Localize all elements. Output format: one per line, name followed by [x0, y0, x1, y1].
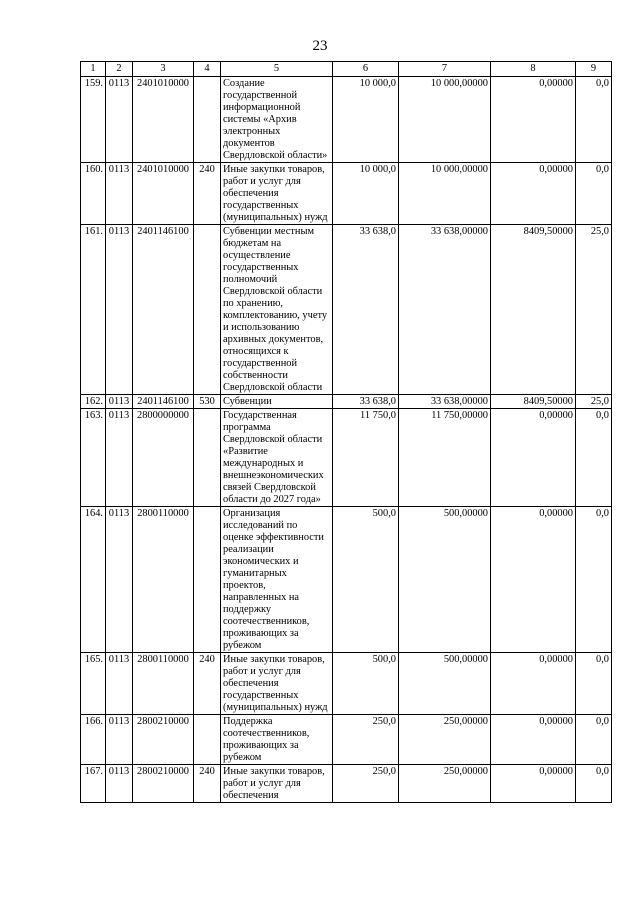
budget-table	[80, 61, 612, 803]
section-code-cell: 0113	[106, 507, 133, 653]
table-row	[81, 765, 612, 803]
planned-amount-cell: 250,0	[333, 765, 399, 803]
table-row	[81, 225, 612, 395]
item-name-cell: Субвенции	[221, 395, 333, 409]
section-code-cell: 0113	[106, 395, 133, 409]
planned-amount-cell: 33 638,0	[333, 395, 399, 409]
expense-type-code-cell: 240	[194, 653, 221, 715]
table-row	[81, 77, 612, 163]
row-number-cell: 167.	[81, 765, 106, 803]
execution-percent-cell: 0,0	[576, 409, 612, 507]
execution-percent-cell: 0,0	[576, 77, 612, 163]
section-code-cell: 0113	[106, 409, 133, 507]
refined-amount-cell: 11 750,00000	[399, 409, 491, 507]
expense-type-code-cell: 240	[194, 765, 221, 803]
execution-percent-cell: 25,0	[576, 395, 612, 409]
execution-percent-cell: 25,0	[576, 225, 612, 395]
target-article-code-cell: 2401010000	[133, 77, 194, 163]
table-row	[81, 653, 612, 715]
planned-amount-cell: 11 750,0	[333, 409, 399, 507]
target-article-code-cell: 2800110000	[133, 653, 194, 715]
expense-type-code-cell: 530	[194, 395, 221, 409]
table-body	[81, 77, 612, 803]
refined-amount-cell: 33 638,00000	[399, 395, 491, 409]
executed-amount-cell: 8409,50000	[491, 225, 576, 395]
row-number-cell: 166.	[81, 715, 106, 765]
executed-amount-cell: 0,00000	[491, 507, 576, 653]
executed-amount-cell: 0,00000	[491, 77, 576, 163]
refined-amount-cell: 10 000,00000	[399, 77, 491, 163]
row-number-cell: 165.	[81, 653, 106, 715]
executed-amount-cell: 0,00000	[491, 409, 576, 507]
executed-amount-cell: 0,00000	[491, 765, 576, 803]
expense-type-code-cell: 240	[194, 163, 221, 225]
planned-amount-cell: 10 000,0	[333, 163, 399, 225]
target-article-code-cell: 2800000000	[133, 409, 194, 507]
column-header: 6	[333, 62, 399, 77]
item-name-cell: Создание государственной информационной системы «Архив электронных документов Свердловской области»	[221, 77, 333, 163]
refined-amount-cell: 500,00000	[399, 507, 491, 653]
row-number-cell: 162.	[81, 395, 106, 409]
executed-amount-cell: 0,00000	[491, 653, 576, 715]
table-row	[81, 507, 612, 653]
column-header: 7	[399, 62, 491, 77]
expense-type-code-cell	[194, 225, 221, 395]
item-name-cell: Иные закупки товаров, работ и услуг для обеспечения	[221, 765, 333, 803]
refined-amount-cell: 500,00000	[399, 653, 491, 715]
page-number: 23	[312, 38, 328, 54]
refined-amount-cell: 33 638,00000	[399, 225, 491, 395]
executed-amount-cell: 0,00000	[491, 163, 576, 225]
table-row	[81, 163, 612, 225]
executed-amount-cell: 0,00000	[491, 715, 576, 765]
table-row	[81, 715, 612, 765]
item-name-cell: Организация исследований по оценке эффективности реализации экономических и гуманитарных проектов, направленных на поддержку соотечественников, проживающих за рубежом	[221, 507, 333, 653]
row-number-cell: 161.	[81, 225, 106, 395]
section-code-cell: 0113	[106, 163, 133, 225]
item-name-cell: Субвенции местным бюджетам на осуществление государственных полномочий Свердловской области по хранению, комплектованию, учету и использованию архивных документов, относящихся к государственной собственности Свердловской области	[221, 225, 333, 395]
execution-percent-cell: 0,0	[576, 507, 612, 653]
planned-amount-cell: 10 000,0	[333, 77, 399, 163]
column-header: 3	[133, 62, 194, 77]
execution-percent-cell: 0,0	[576, 715, 612, 765]
column-header: 5	[221, 62, 333, 77]
execution-percent-cell: 0,0	[576, 163, 612, 225]
row-number-cell: 164.	[81, 507, 106, 653]
executed-amount-cell: 8409,50000	[491, 395, 576, 409]
section-code-cell: 0113	[106, 77, 133, 163]
target-article-code-cell: 2800210000	[133, 715, 194, 765]
item-name-cell: Государственная программа Свердловской области «Развитие международных и внешнеэкономических связей Свердловской области до 2027 года»	[221, 409, 333, 507]
section-code-cell: 0113	[106, 225, 133, 395]
item-name-cell: Поддержка соотечественников, проживающих за рубежом	[221, 715, 333, 765]
table-row	[81, 409, 612, 507]
table-row	[81, 395, 612, 409]
refined-amount-cell: 250,00000	[399, 715, 491, 765]
refined-amount-cell: 10 000,00000	[399, 163, 491, 225]
item-name-cell: Иные закупки товаров, работ и услуг для обеспечения государственных (муниципальных) нужд	[221, 653, 333, 715]
column-header: 4	[194, 62, 221, 77]
target-article-code-cell: 2800110000	[133, 507, 194, 653]
expense-type-code-cell	[194, 715, 221, 765]
target-article-code-cell: 2401010000	[133, 163, 194, 225]
section-code-cell: 0113	[106, 715, 133, 765]
expense-type-code-cell	[194, 507, 221, 653]
planned-amount-cell: 250,0	[333, 715, 399, 765]
section-code-cell: 0113	[106, 765, 133, 803]
row-number-cell: 159.	[81, 77, 106, 163]
execution-percent-cell: 0,0	[576, 765, 612, 803]
target-article-code-cell: 2401146100	[133, 225, 194, 395]
column-header: 2	[106, 62, 133, 77]
column-header: 8	[491, 62, 576, 77]
planned-amount-cell: 500,0	[333, 507, 399, 653]
expense-type-code-cell	[194, 77, 221, 163]
column-header: 9	[576, 62, 612, 77]
target-article-code-cell: 2800210000	[133, 765, 194, 803]
refined-amount-cell: 250,00000	[399, 765, 491, 803]
section-code-cell: 0113	[106, 653, 133, 715]
execution-percent-cell: 0,0	[576, 653, 612, 715]
table-header-row	[81, 62, 612, 77]
column-header: 1	[81, 62, 106, 77]
row-number-cell: 163.	[81, 409, 106, 507]
row-number-cell: 160.	[81, 163, 106, 225]
expense-type-code-cell	[194, 409, 221, 507]
target-article-code-cell: 2401146100	[133, 395, 194, 409]
planned-amount-cell: 500,0	[333, 653, 399, 715]
item-name-cell: Иные закупки товаров, работ и услуг для обеспечения государственных (муниципальных) нужд	[221, 163, 333, 225]
planned-amount-cell: 33 638,0	[333, 225, 399, 395]
